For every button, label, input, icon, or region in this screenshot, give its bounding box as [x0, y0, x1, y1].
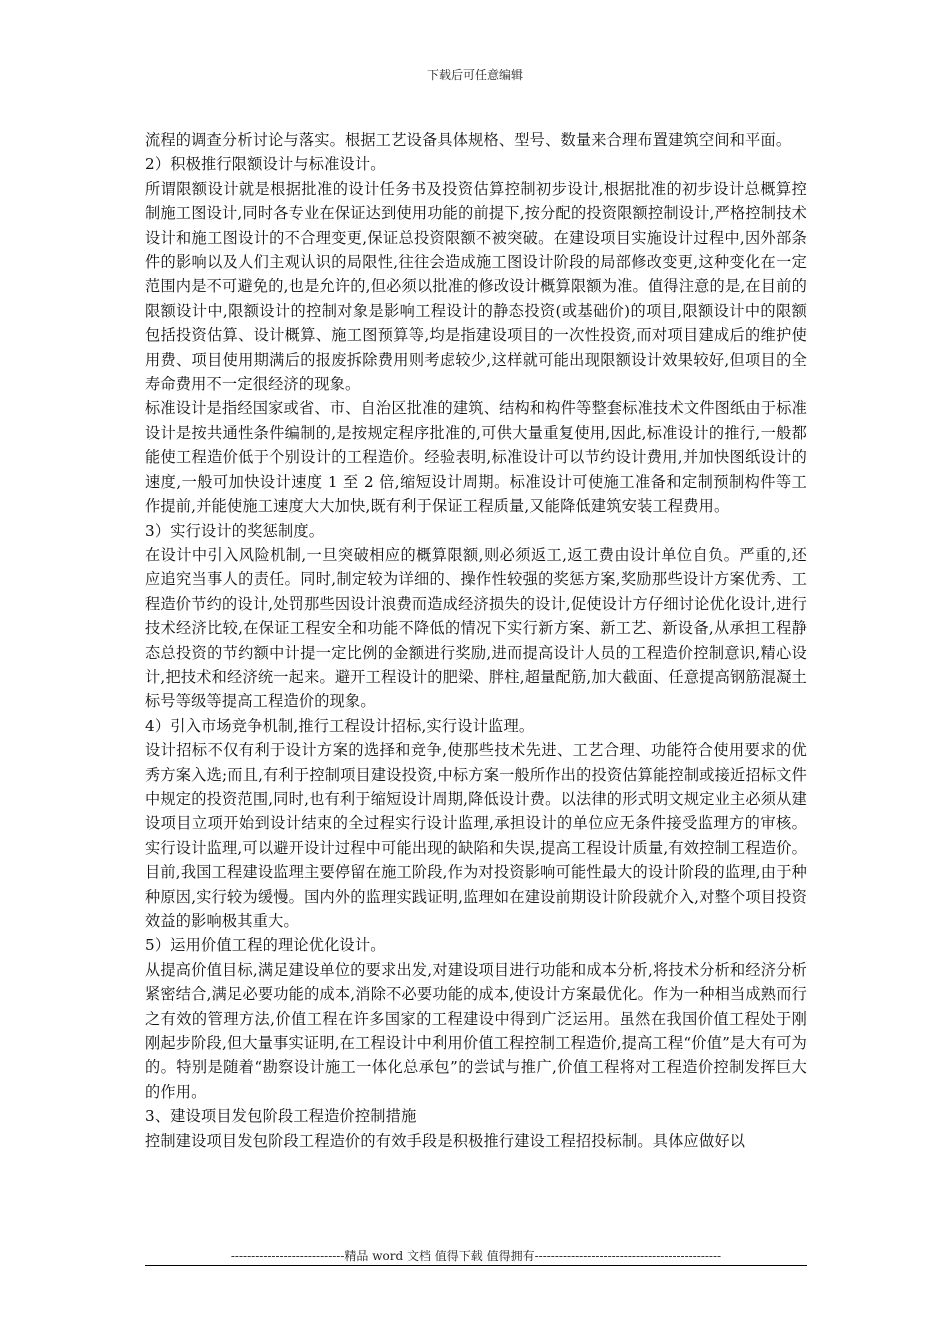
section-heading-reward-penalty: 3）实行设计的奖惩制度。 — [145, 521, 325, 540]
section-heading-quota-design: 2）积极推行限额设计与标准设计。 — [145, 155, 386, 174]
section-heading-market-competition: 4）引入市场竞争机制,推行工程设计招标,实行设计监理。 — [145, 716, 535, 735]
document-body — [145, 128, 807, 1153]
footer-rule — [145, 1265, 807, 1266]
page-footer: ----------------------------精品 word 文档 值得下载 值得拥有---------------------------------------------- — [230, 1249, 722, 1263]
paragraph-quota-design: 所谓限额设计就是根据批准的设计任务书及投资估算控制初步设计,根据批准的初步设计总概算控制施工图设计,同时各专业在保证达到使用功能的前提下,按分配的投资限额控制设计,严格控制技术设计和施工图设计的不合理变更,保证总投资限额不被突破。在建设项目实施设计过程中,因外部条件的影响以及人们主观认识的局限性,往往会造成施工图设计阶段的局部修改变更,这种变化在一定范围内是不可避免的,也是允许的,但必须以批准的修改设计概算限额为准。值得注意的是,在目前的限额设计中,限额设计的控制对象是影响工程设计的静态投资(或基础价)的项目,限额设计中的限额包括投资估算、设计概算、施工图预算等,均是指建设项目的一次性投资,而对项目建成后的维护使用费、项目使用期满后的报废拆除费用则考虑较少,这样就可能出现限额设计效果较好,但项目的全寿命费用不一定很经济的现象。 — [145, 179, 807, 394]
paragraph-value-engineering: 从提高价值目标,满足建设单位的要求出发,对建设项目进行功能和成本分析,将技术分析和经济分析紧密结合,满足必要功能的成本,消除不必要功能的成本,使设计方案最优化。作为一种相当成熟而行之有效的管理方法,价值工程在许多国家的工程建设中得到广泛运用。虽然在我国价值工程处于刚刚起步阶段,但大量事实证明,在工程设计中利用价值工程控制工程造价,提高工程“价值”是大有可为的。特别是随着“勘察设计施工一体化总承包”的尝试与推广,价值工程将对工程造价控制发挥巨大的作用。 — [145, 960, 807, 1101]
paragraph-bidding-stage: 控制建设项目发包阶段工程造价的有效手段是积极推行建设工程招投标制。具体应做好以 — [145, 1131, 746, 1150]
section-heading-value-engineering: 5）运用价值工程的理论优化设计。 — [145, 936, 386, 955]
paragraph-market-competition: 设计招标不仅有利于设计方案的选择和竞争,使那些技术先进、工艺合理、功能符合使用要求的优秀方案入选;而且,有利于控制项目建设投资,中标方案一般所作出的投资估算能控制或接近招标文件中规定的投资范围,同时,也有利于缩短设计周期,降低设计费。以法律的形式明文规定业主必须从建设项目立项开始到设计结束的全过程实行设计监理,承担设计的单位应无条件接受监理方的审核。实行设计监理,可以避开设计过程中可能出现的缺陷和失误,提高工程设计质量,有效控制工程造价。目前,我国工程建设监理主要停留在施工阶段,作为对投资影响可能性最大的设计阶段的监理,由于种种原因,实行较为缓慢。国内外的监理实践证明,监理如在建设前期设计阶段就介入,对整个项目投资效益的影响极其重大。 — [145, 741, 807, 930]
section-heading-bidding-stage: 3、建设项目发包阶段工程造价控制措施 — [145, 1107, 417, 1126]
paragraph-continuation: 流程的调查分析讨论与落实。根据工艺设备具体规格、型号、数量来合理布置建筑空间和平面。 — [145, 131, 792, 149]
paragraph-reward-penalty: 在设计中引入风险机制,一旦突破相应的概算限额,则必须返工,返工费由设计单位自负。严重的,还应追究当事人的责任。同时,制定较为详细的、操作性较强的奖惩方案,奖励那些设计方案优秀、工程造价节约的设计,处罚那些因设计浪费而造成经济损失的设计,促使设计方仔细讨论优化设计,进行技术经济比较,在保证工程安全和功能不降低的情况下实行新方案、新工艺、新设备,从承担工程静态总投资的节约额中计提一定比例的金额进行奖励,进而提高设计人员的工程造价控制意识,精心设计,把技术和经济统一起来。避开工程设计的肥梁、胖柱,超量配筋,加大截面、任意提高钢筋混凝土标号等级等提高工程造价的现象。 — [145, 545, 807, 711]
page-header: 下载后可任意编辑 — [426, 68, 523, 82]
paragraph-standard-design: 标准设计是指经国家或省、市、自治区批准的建筑、结构和构件等整套标准技术文件图纸由于标准设计是按共通性条件编制的,是按规定程序批准的,可供大量重复使用,因此,标准设计的推行,一般都能使工程造价低于个别设计的工程造价。经验表明,标准设计可以节约设计费用,并加快图纸设计的速度,一般可加快设计速度 1 至 2 倍,缩短设计周期。标准设计可使施工准备和定制预制构件等工作提前,并能使施工速度大大加快,既有利于保证工程质量,又能降低建筑安装工程费用。 — [145, 399, 807, 516]
